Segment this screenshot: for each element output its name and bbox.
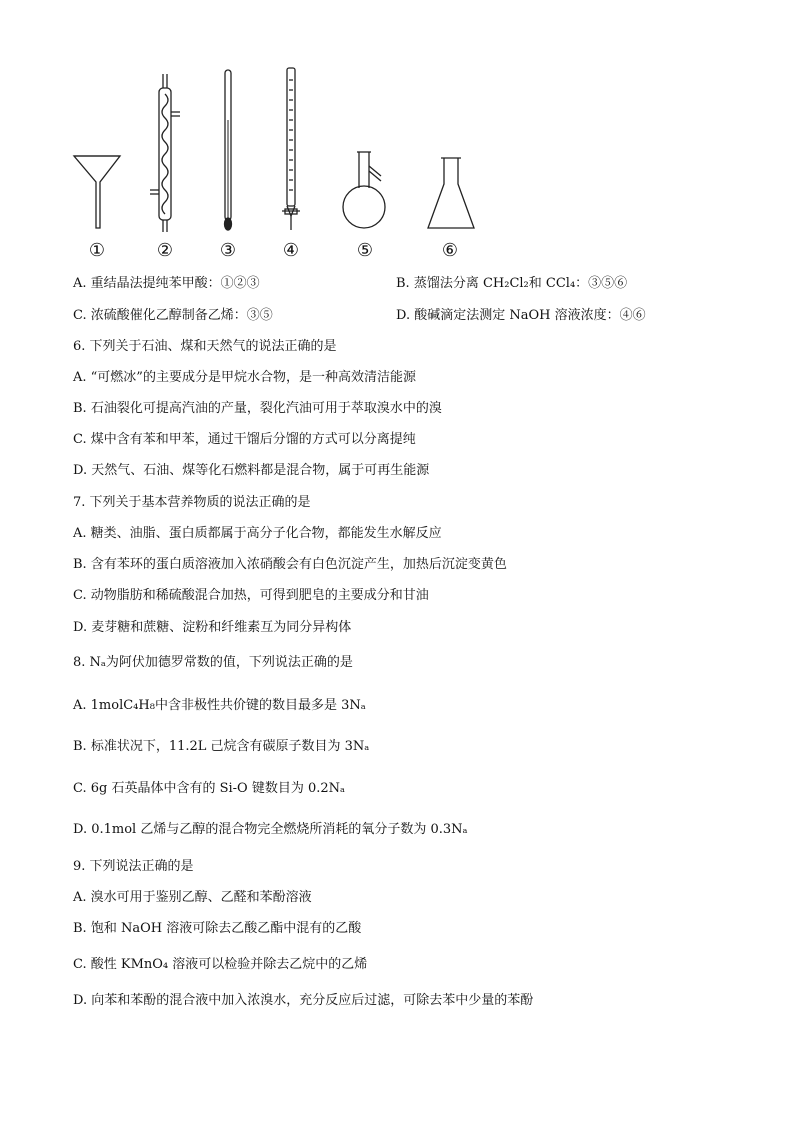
question-8-option-a: A. 1molC₄H₈中含非极性共价键的数目最多是 3Nₐ: [73, 698, 366, 713]
thermometer-icon: [225, 70, 232, 230]
question-6-option-a: A. “可燃冰”的主要成分是甲烷水合物，是一种高效清洁能源: [73, 370, 416, 385]
question-9-option-c: C. 酸性 KMnO₄ 溶液可以检验并除去乙烷中的乙烯: [73, 957, 368, 972]
question-8-option-d: D. 0.1mol 乙烯与乙醇的混合物完全燃烧所消耗的氧分子数为 0.3Nₐ: [73, 822, 468, 837]
distilling-flask-icon: [343, 152, 385, 228]
question-9-stem: 9. 下列说法正确的是: [73, 859, 194, 874]
apparatus-label-1: ①: [88, 240, 106, 261]
question-9-option-a: A. 溴水可用于鉴别乙醇、乙醛和苯酚溶液: [73, 890, 312, 905]
erlenmeyer-flask-icon: [428, 158, 474, 228]
question-7-option-a: A. 糖类、油脂、蛋白质都属于高分子化合物，都能发生水解反应: [73, 526, 442, 541]
question-9-option-d: D. 向苯和苯酚的混合液中加入浓溴水，充分反应后过滤，可除去苯中少量的苯酚: [73, 993, 534, 1008]
apparatus-label-3: ③: [219, 240, 237, 261]
question-6-stem: 6. 下列关于石油、煤和天然气的说法正确的是: [73, 339, 337, 354]
apparatus-label-4: ④: [282, 240, 300, 261]
question-6-option-d: D. 天然气、石油、煤等化石燃料都是混合物，属于可再生能源: [73, 463, 430, 478]
question-8-option-b: B. 标准状况下，11.2L 己烷含有碳原子数目为 3Nₐ: [73, 739, 370, 754]
question-8-option-c: C. 6g 石英晶体中含有的 Si-O 键数目为 0.2Nₐ: [73, 781, 346, 796]
option-prev-b: B. 蒸馏法分离 CH₂Cl₂和 CCl₄：③⑤⑥: [396, 276, 628, 291]
option-prev-c: C. 浓硫酸催化乙醇制备乙烯：③⑤: [73, 308, 273, 323]
question-7-stem: 7. 下列关于基本营养物质的说法正确的是: [73, 495, 311, 510]
burette-icon: [282, 68, 300, 230]
funnel-icon: [74, 156, 120, 228]
question-6-option-c: C. 煤中含有苯和甲苯，通过干馏后分馏的方式可以分离提纯: [73, 432, 416, 447]
option-prev-a: A. 重结晶法提纯苯甲酸：①②③: [73, 276, 260, 291]
apparatus-label-6: ⑥: [441, 240, 459, 261]
condenser-icon: [150, 74, 180, 232]
option-prev-d: D. 酸碱滴定法测定 NaOH 溶液浓度：④⑥: [396, 308, 646, 323]
question-7-option-d: D. 麦芽糖和蔗糖、淀粉和纤维素互为同分异构体: [73, 620, 352, 635]
question-8-stem: 8. Nₐ为阿伏加德罗常数的值，下列说法正确的是: [73, 655, 353, 670]
question-7-option-b: B. 含有苯环的蛋白质溶液加入浓硝酸会有白色沉淀产生，加热后沉淀变黄色: [73, 557, 507, 572]
apparatus-label-5: ⑤: [356, 240, 374, 261]
question-9-option-b: B. 饱和 NaOH 溶液可除去乙酸乙酯中混有的乙酸: [73, 921, 362, 936]
apparatus-figure: [0, 0, 794, 300]
question-7-option-c: C. 动物脂肪和稀硫酸混合加热，可得到肥皂的主要成分和甘油: [73, 588, 429, 603]
apparatus-label-2: ②: [156, 240, 174, 261]
question-6-option-b: B. 石油裂化可提高汽油的产量，裂化汽油可用于萃取溴水中的溴: [73, 401, 442, 416]
